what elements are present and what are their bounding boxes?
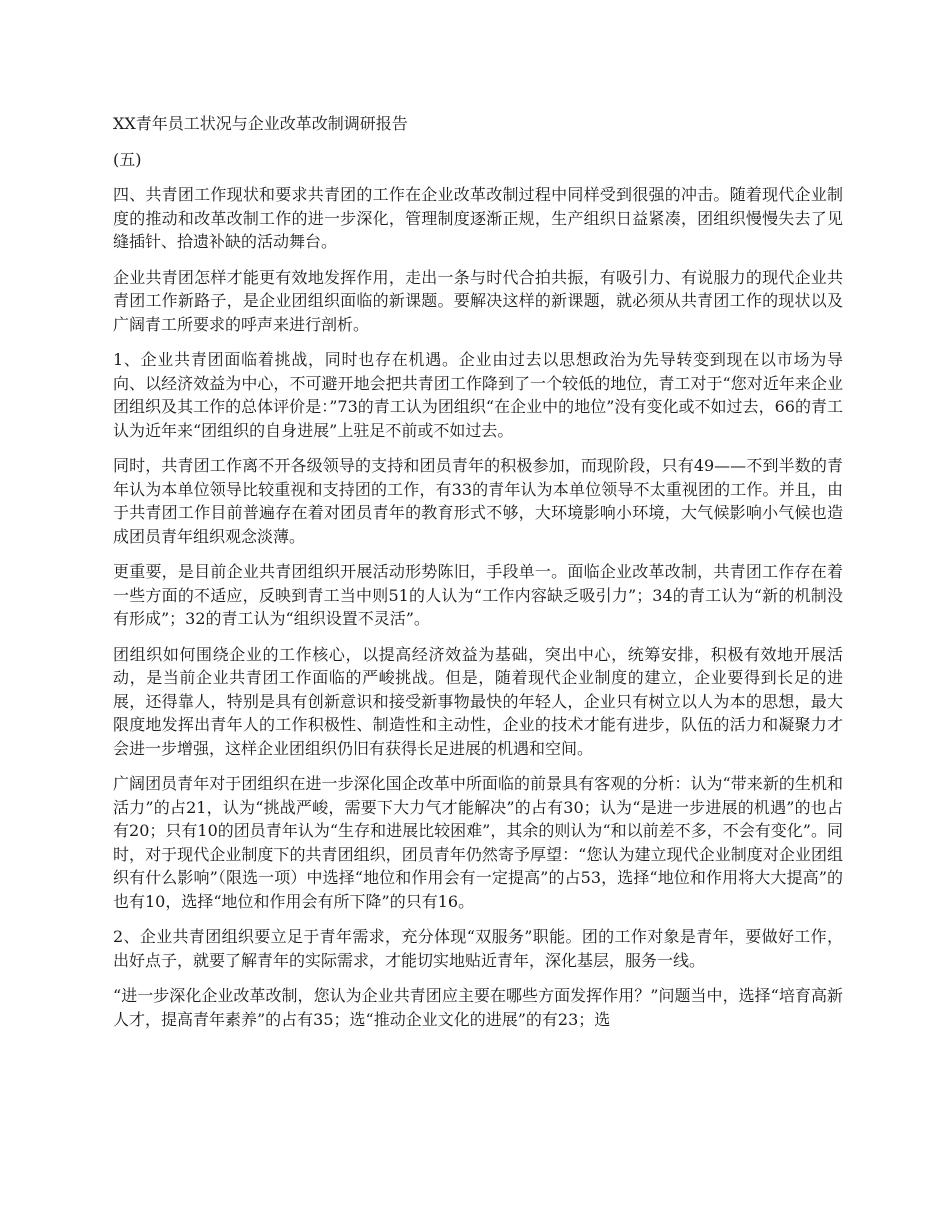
section-number: (五) — [113, 149, 142, 169]
paragraph: 2、企业共青团组织要立足于青年需求，充分体现“双服务”职能。团的工作对象是青年，要做好工作，出好点子，就要了解青年的实际需求，才能切实地贴近青年，深化基层，服务一线。 — [113, 927, 843, 970]
paragraph: 团组织如何围绕企业的工作核心，以提高经济效益为基础，突出中心，统筹安排，积极有效地开展活动，是当前企业共青团工作面临的严峻挑战。但是，随着现代企业制度的建立，企业要得到长足的进展，还得靠人，特别是具有创新意识和接受新事物最快的年轻人，企业只有树立以人为本的思想，最大限度地发挥出青年人的工作积极性、制造性和主动性，企业的技术才能有进步，队伍的活力和凝聚力才会进一步增强，这样企业团组织仍旧有获得长足进展的机遇和空间。 — [113, 644, 843, 758]
document-title: XX青年员工状况与企业改革改制调研报告 — [113, 114, 408, 133]
paragraph: 四、共青团工作现状和要求共青团的工作在企业改革改制过程中同样受到很强的冲击。随着现代企业制度的推动和改革改制工作的进一步深化，管理制度逐渐正规，生产组织日益紧凑，团组织慢慢失去了见缝插针、拾遗补缺的活动舞台。 — [113, 185, 843, 251]
paragraph: 广阔团员青年对于团组织在进一步深化国企改革中所面临的前景具有客观的分析：认为“带来新的生机和活力”的占21，认为“挑战严峻，需要下大力气才能解决”的占有30；认为“是进一步进展的机遇”的也占有20；只有10的团员青年认为“生存和进展比较困难”，其余的则认为“和以前差不多，不会有变化”。同时，对于现代企业制度下的共青团组织，团员青年仍然寄予厚望：“您认为建立现代企业制度对企业团组织有什么影响”（限选一项）中选择“地位和作用会有一定提高”的占53，选择“地位和作用将大大提高”的也有10，选择“地位和作用会有所下降”的只有16。 — [113, 774, 843, 911]
paragraph: 企业共青团怎样才能更有效地发挥作用，走出一条与时代合拍共振，有吸引力、有说服力的现代企业共青团工作新路子，是企业团组织面临的新课题。要解决这样的新课题，就必须从共青团工作的现状以及广阔青工所要求的呼声来进行剖析。 — [113, 267, 843, 334]
paragraph: “进一步深化企业改革改制，您认为企业共青团应主要在哪些方面发挥作用？”问题当中，选择“培育高新人才，提高青年素养”的占有35；选“推动企业文化的进展”的有23；选 — [113, 986, 843, 1029]
paragraph: 1、企业共青团面临着挑战，同时也存在机遇。企业由过去以思想政治为先导转变到现在以市场为导向、以经济效益为中心，不可避开地会把共青团工作降到了一个较低的地位，青工对于“您对近年来企业团组织及其工作的总体评价是：”73的青工认为团组织“在企业中的地位”没有变化或不如过去，66的青工认为近年来“团组织的自身进展”上驻足不前或不如过去。 — [113, 350, 843, 440]
paragraph: 更重要，是目前企业共青团组织开展活动形势陈旧，手段单一。面临企业改革改制，共青团工作存在着一些方面的不适应，反映到青工当中则51的人认为“工作内容缺乏吸引力”；34的青工认为“新的机制没有形成”；32的青工认为“组织设置不灵活”。 — [113, 562, 843, 628]
document-page — [113, 112, 843, 1043]
paragraph: 同时，共青团工作离不开各级领导的支持和团员青年的积极参加，而现阶段，只有49——不到半数的青年认为本单位领导比较重视和支持团的工作，有33的青年认为本单位领导不太重视团的工作。并且，由于共青团工作目前普遍存在着对团员青年的教育形式不够，大环境影响小环境，大气候影响小气候也造成团员青年组织观念淡薄。 — [113, 456, 843, 546]
